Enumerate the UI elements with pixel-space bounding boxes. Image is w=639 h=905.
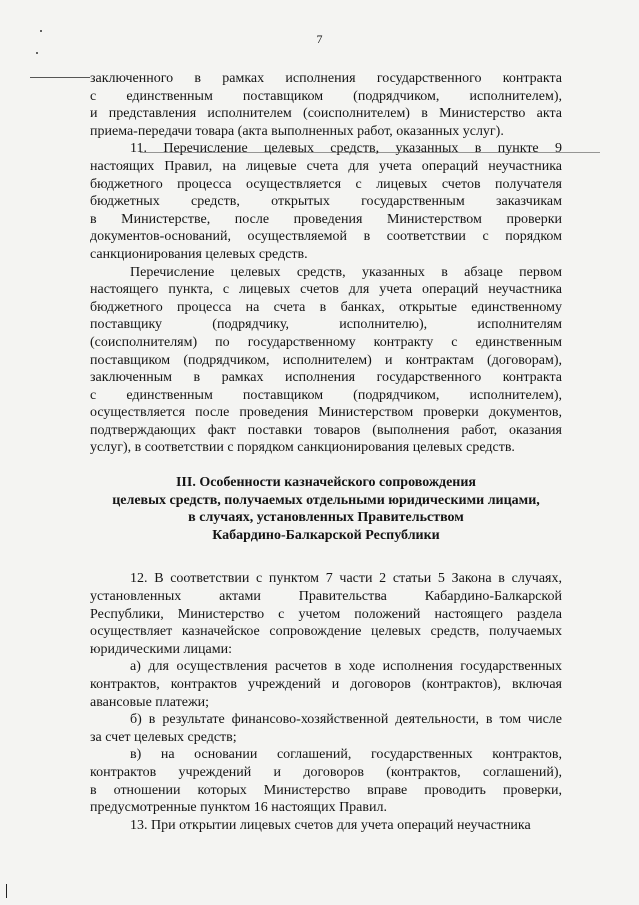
paragraphs-bottom: [90, 570, 562, 834]
paragraph: [90, 570, 562, 658]
text-line: приема-передачи товара (акта выполненных работ, оказанных услуг).: [90, 123, 504, 139]
paragraph: [90, 711, 562, 746]
text-line: контрактов учреждений и договоров (контрактов, соглашений),: [90, 764, 562, 780]
section-heading-line: III. Особенности казначейского сопровождения: [175, 475, 477, 491]
paragraph: [90, 817, 562, 835]
text-line: с единственным поставщиком (подрядчиком, исполнителем),: [90, 88, 562, 104]
document-body: [90, 70, 562, 834]
paragraph: [90, 658, 562, 711]
text-line: а) для осуществления расчетов в ходе исполнения государственных: [130, 659, 562, 675]
text-line: Республики, Министерство с учетом положений настоящего раздела: [90, 606, 562, 622]
text-line: (соисполнителям) по государственному контракту с единственным: [90, 334, 562, 350]
text-line: в Министерстве, после проведения Министерством проверки: [90, 211, 562, 227]
text-line: заключенного в рамках исполнения государственного контракта: [90, 71, 562, 86]
text-line: 12. В соответствии с пунктом 7 части 2 статьи 5 Закона в случаях,: [130, 571, 562, 587]
text-line: осуществляет казначейское сопровождение целевых средств, получаемых: [90, 624, 562, 640]
text-line: поставщиком (подрядчиком, исполнителем) и контрактам (договорам),: [90, 352, 562, 368]
text-line: настоящего пункта, с лицевых счетов для учета операций неучастника: [90, 282, 562, 298]
text-line: юридическими лицами:: [90, 641, 232, 657]
section-heading-line: Кабардино-Балкарской Республики: [212, 527, 440, 543]
scan-artifact-mark: [6, 884, 7, 898]
section-heading-line: в случаях, установленных Правительством: [188, 510, 464, 526]
text-line: поставщику (подрядчику, исполнителю), исполнителям: [90, 317, 562, 333]
text-line: установленных актами Правительства Кабардино-Балкарской: [90, 589, 562, 605]
scan-artifact-dot: [40, 30, 42, 32]
text-line: б) в результате финансово-хозяйственной деятельности, в том числе: [130, 712, 562, 728]
text-line: бюджетного процесса на счета в банках, открытые единственному: [90, 299, 562, 315]
paragraphs-top: [90, 70, 562, 457]
section-heading: [90, 474, 562, 544]
text-line: подтверждающих факт поставки товаров (выполнения работ, оказания: [90, 422, 562, 438]
paragraph: [90, 70, 562, 140]
text-line: с единственным поставщиком (подрядчиком, исполнителем),: [90, 387, 562, 403]
paragraph: [90, 140, 562, 263]
text-line: предусмотренные пунктом 16 настоящих Правил.: [90, 800, 387, 816]
text-line: 11. Перечисление целевых средств, указанных в пункте 9: [130, 141, 562, 157]
paragraph: [90, 264, 562, 458]
scan-artifact-dot: [36, 52, 38, 54]
text-line: заключенным в рамках исполнения государственного контракта: [90, 370, 562, 386]
text-line: 13. При открытии лицевых счетов для учета операций неучастника: [130, 817, 531, 833]
section-heading-line: целевых средств, получаемых отдельными юридическими лицами,: [112, 492, 540, 508]
text-line: услуг), в соответствии с порядком санкционирования целевых средств.: [90, 440, 515, 456]
text-line: бюджетного процесса осуществляется с лицевых счетов получателя: [90, 176, 562, 192]
text-line: осуществляется после проведения Министерством проверки документов,: [90, 405, 562, 421]
text-line: авансовые платежи;: [90, 694, 210, 710]
text-line: в) на основании соглашений, государственных контрактов,: [130, 747, 562, 763]
text-line: Перечисление целевых средств, указанных в абзаце первом: [130, 264, 562, 280]
page-number: 7: [316, 32, 323, 46]
text-line: бюджетных средств, открытых государственным заказчикам: [90, 194, 562, 210]
text-line: за счет целевых средств;: [90, 729, 237, 745]
scan-artifact-line-top: [30, 77, 90, 78]
paragraph: [90, 746, 562, 816]
text-line: контрактов, контрактов учреждений и договоров (контрактов), включая: [90, 677, 562, 692]
text-line: и представления исполнителем (соисполнителем) в Министерство акта: [90, 106, 562, 122]
text-line: санкционирования целевых средств.: [90, 246, 308, 262]
text-line: настоящих Правил, на лицевые счета для учета операций неучастника: [90, 158, 562, 174]
text-line: документов-оснований, осуществляемой в соответствии с порядком: [90, 229, 562, 245]
text-line: в отношении которых Министерство вправе проводить проверки,: [90, 782, 562, 798]
